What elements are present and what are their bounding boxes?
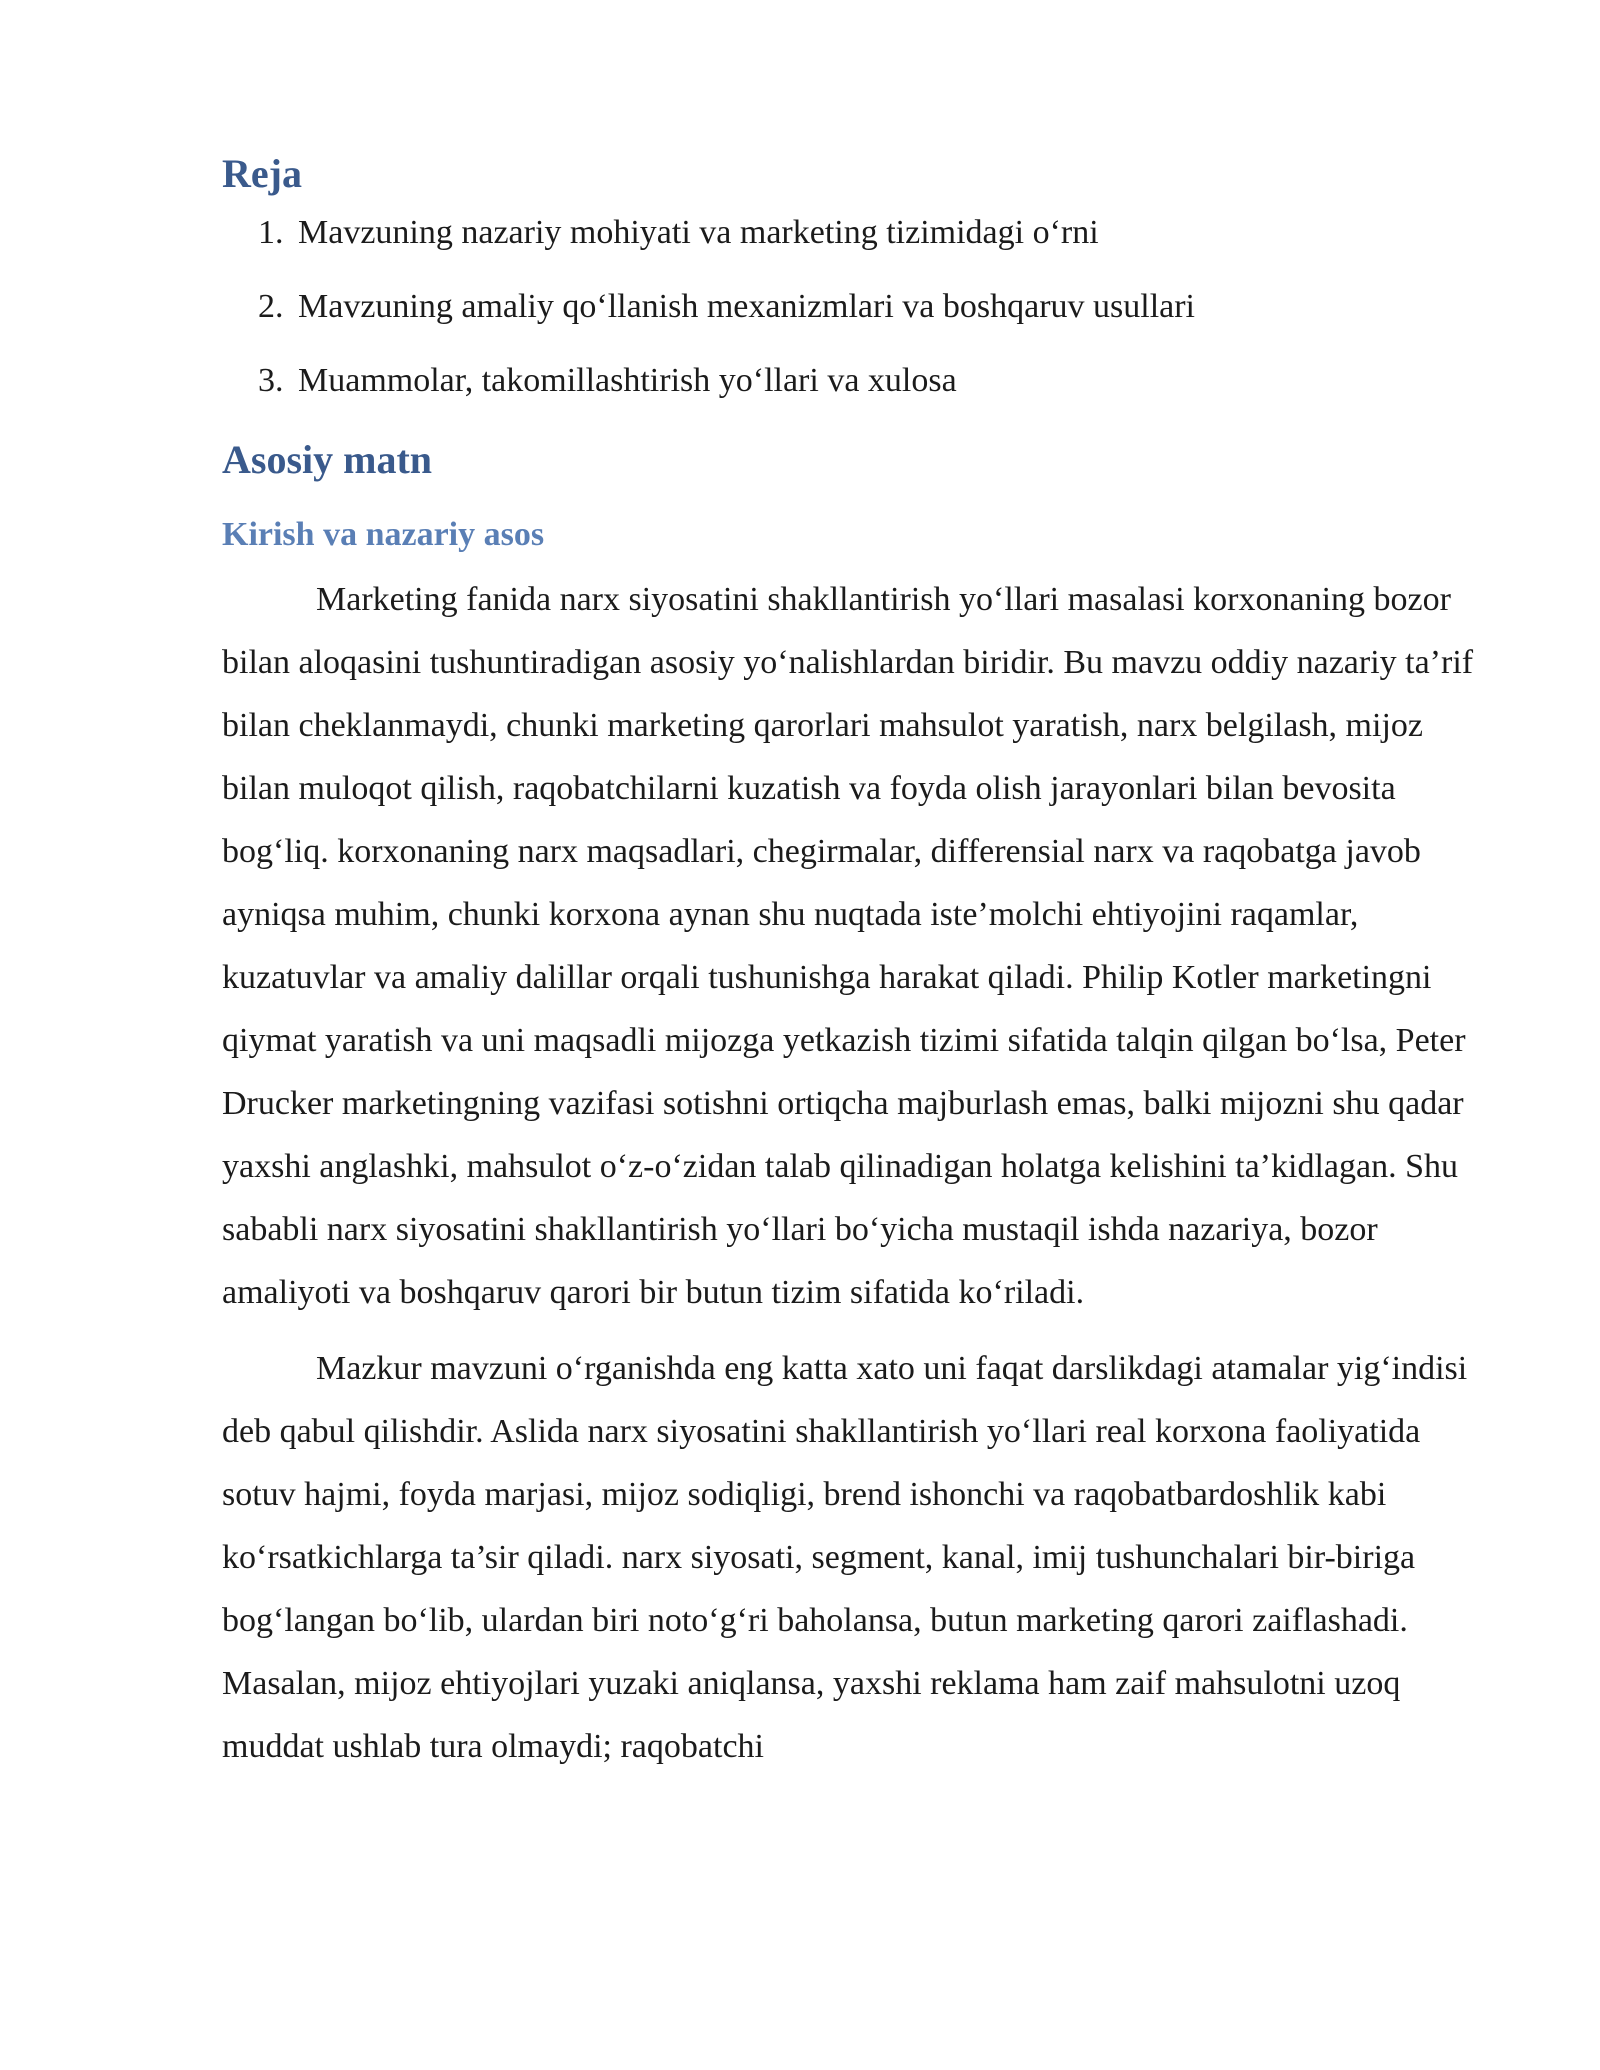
plan-item-number: 2.: [258, 288, 284, 325]
plan-item-text: Muammolar, takomillashtirish yo‘llari va xulosa: [298, 362, 957, 399]
document-content: [222, 150, 1482, 1778]
plan-item: [258, 360, 1482, 402]
plan-item-text: Mavzuning nazariy mohiyati va marketing tizimidagi o‘rni: [298, 214, 1099, 251]
plan-item: [258, 212, 1482, 254]
main-heading: Asosiy matn: [222, 437, 433, 482]
section-heading: Kirish va nazariy asos: [222, 516, 545, 553]
plan-heading: Reja: [222, 151, 302, 196]
body-paragraph-1: Marketing fanida narx siyosatini shakllantirish yo‘llari masalasi korxonaning bozor bilan aloqasini tushuntiradigan asosiy yo‘nalishlardan biridir. Bu mavzu oddiy nazariy ta’rif bilan cheklanmaydi, chunki marketing qarorlari mahsulot yaratish, narx belgilash, mijoz bilan muloqot qilish, raqobatchilarni kuzatish va foyda olish jarayonlari bilan bevosita bog‘liq. korxonaning narx maqsadlari, chegirmalar, differensial narx va raqobatga javob ayniqsa muhim, chunki korxona aynan shu nuqtada iste’molchi ehtiyojini raqamlar, kuzatuvlar va amaliy dalillar orqali tushunishga harakat qiladi. Philip Kotler marketingni qiymat yaratish va uni maqsadli mijozga yetkazish tizimi sifatida talqin qilgan bo‘lsa, Peter Drucker marketingning vazifasi sotishni ortiqcha majburlash emas, balki mijozni shu qadar yaxshi anglashki, mahsulot o‘z-o‘zidan talab qilinadigan holatga kelishini ta’kidlagan. Shu sababli narx siyosatini shakllantirish yo‘llari bo‘yicha mustaqil ishda nazariya, bozor amaliyoti va boshqaruv qarori bir butun tizim sifatida ko‘riladi.: [222, 581, 1474, 1311]
plan-item-text: Mavzuning amaliy qo‘llanish mexanizmlari va boshqaruv usullari: [298, 288, 1195, 325]
plan-list: [222, 212, 1482, 402]
body-paragraph-2: Mazkur mavzuni o‘rganishda eng katta xato uni faqat darslikdagi atamalar yig‘indisi deb qabul qilishdir. Aslida narx siyosatini shakllantirish yo‘llari real korxona faoliyatida sotuv hajmi, foyda marjasi, mijoz sodiqligi, brend ishonchi va raqobatbardoshlik kabi ko‘rsatkichlarga ta’sir qiladi. narx siyosati, segment, kanal, imij tushunchalari bir-biriga bog‘langan bo‘lib, ulardan biri noto‘g‘ri baholansa, butun marketing qarori zaiflashadi. Masalan, mijoz ehtiyojlari yuzaki aniqlansa, yaxshi reklama ham zaif mahsulotni uzoq muddat ushlab tura olmaydi; raqobatchi: [222, 1350, 1468, 1765]
plan-item: [258, 286, 1482, 328]
plan-item-number: 1.: [258, 214, 284, 251]
plan-item-number: 3.: [258, 362, 284, 399]
